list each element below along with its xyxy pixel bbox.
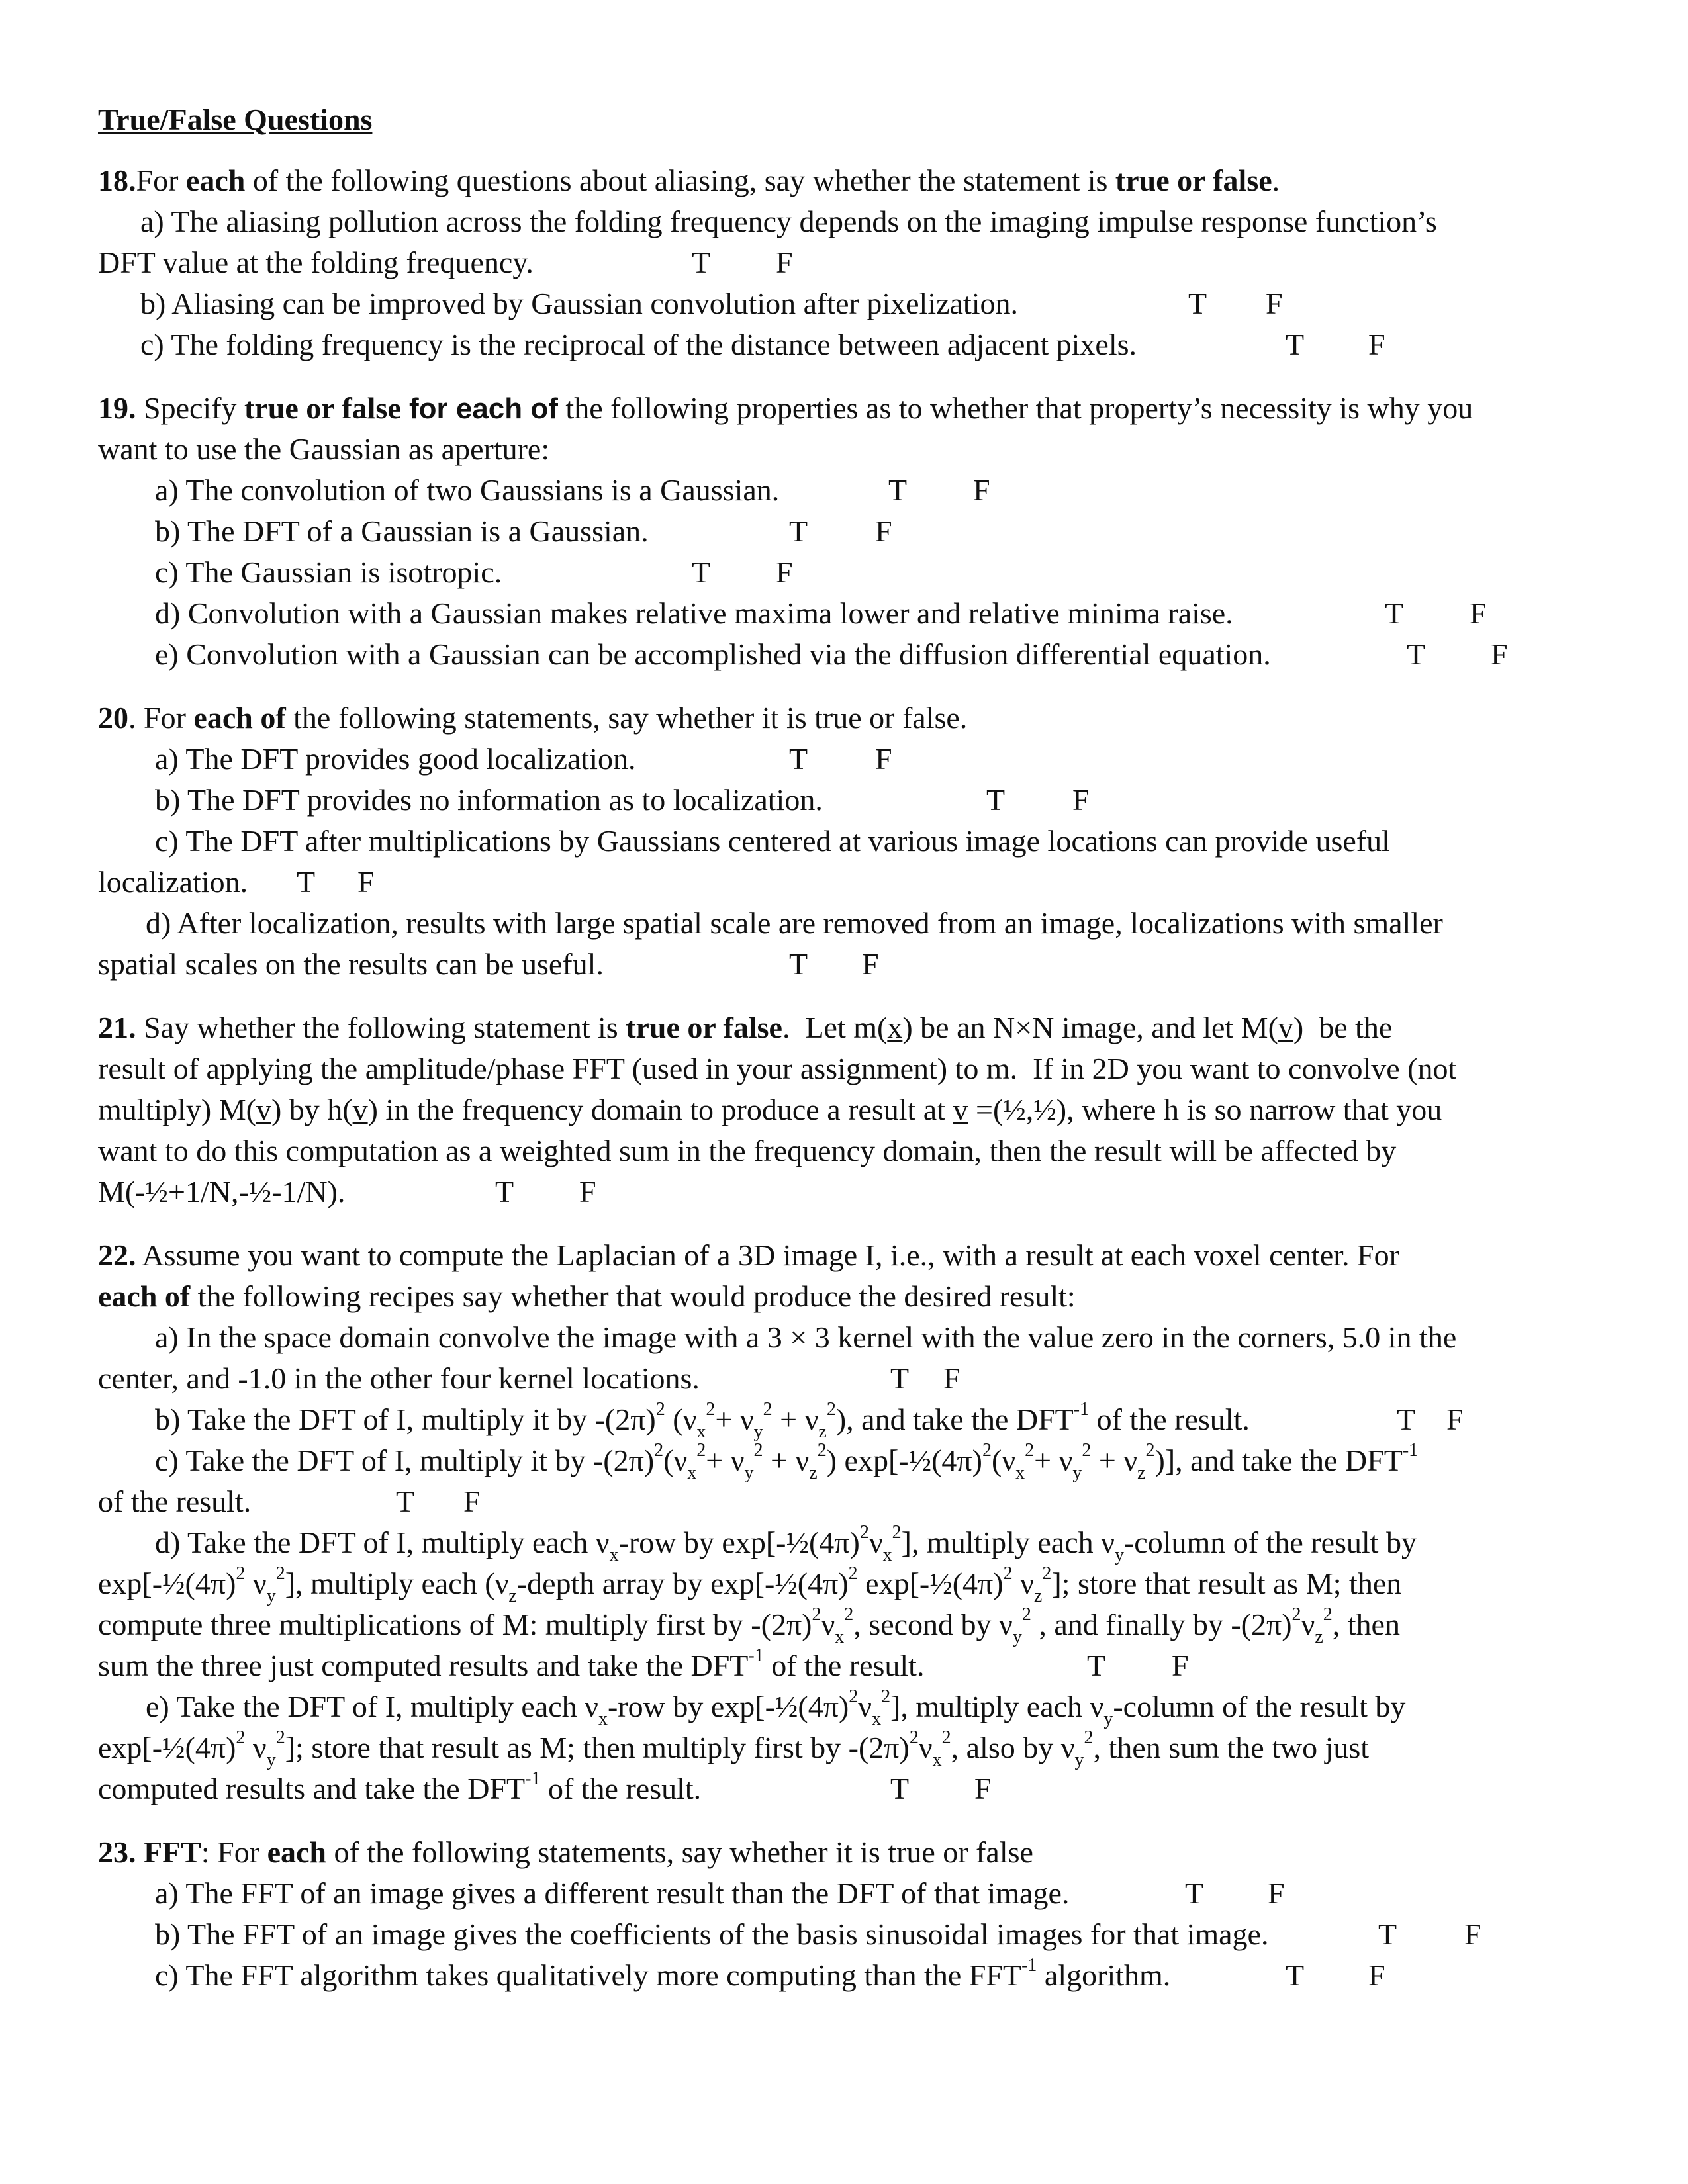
question-18a-line1: a) The aliasing pollution across the folding frequency depends on the imaging impulse response function’s bbox=[140, 205, 1437, 238]
answer-23a-false[interactable]: F bbox=[1268, 1876, 1285, 1910]
answer-22a-true[interactable]: T bbox=[890, 1361, 910, 1395]
question-22e-line2: $\exp[-\frac{1}{2}(4\pi)^2$ $\nu_y^2$]; store that result as M; then multiply first by $-(2\pi)^2\nu_x^2$, also by $\nu_y^2$, then sum the two just bbox=[98, 1727, 1370, 1771]
question-19-stem: 19. Specify true or false for each of the following properties as to whether that property’s necessity is why you bbox=[98, 391, 1474, 425]
question-22e-line3: computed results and take the $DFT^{-1}$ of the result. bbox=[98, 1768, 702, 1805]
answer-20b-true[interactable]: T bbox=[986, 783, 1006, 817]
question-21-line4: want to do this computation as a weighted sum in the frequency domain, then the result will be affected by bbox=[98, 1134, 1397, 1167]
question-18c: c) The folding frequency is the reciprocal of the distance between adjacent pixels. bbox=[140, 328, 1137, 361]
question-21-line5: M(-½+1/N,-½-1/N). bbox=[98, 1175, 346, 1208]
answer-20c-true[interactable]: T bbox=[297, 865, 316, 899]
answer-20a-true[interactable]: T bbox=[789, 742, 808, 776]
answer-22b-false[interactable]: F bbox=[1446, 1402, 1464, 1436]
question-22c-line2: of the result. bbox=[98, 1484, 252, 1518]
answer-19b-true[interactable]: T bbox=[789, 514, 808, 548]
answer-23c-false[interactable]: F bbox=[1368, 1958, 1385, 1992]
answer-19a-true[interactable]: T bbox=[888, 473, 908, 507]
answer-22d-true[interactable]: T bbox=[1087, 1649, 1106, 1682]
question-19d: d) Convolution with a Gaussian makes relative maxima lower and relative minima raise. bbox=[155, 596, 1233, 630]
question-23a: a) The FFT of an image gives a different result than the DFT of that image. bbox=[155, 1876, 1070, 1910]
question-22d-line4: sum the three just computed results and take the $DFT^{-1}$ of the result. bbox=[98, 1645, 925, 1682]
answer-22e-true[interactable]: T bbox=[890, 1772, 910, 1805]
question-23c: c) The FFT algorithm takes qualitatively more computing than the $FFT^{-1}$ algorithm. bbox=[155, 1954, 1171, 1992]
answer-23b-false[interactable]: F bbox=[1464, 1917, 1481, 1951]
answer-22c-true[interactable]: T bbox=[396, 1484, 415, 1518]
question-20d-line1: d) After localization, results with large spatial scale are removed from an image, localizations with smaller bbox=[146, 906, 1443, 940]
question-22d-line1: d) Take the DFT of I, multiply each $\nu_x$-row by $\exp[-\frac{1}{2}(4\pi)^2\nu_x^2]$, multiply each $\nu_y$-column of the result by bbox=[155, 1522, 1417, 1566]
question-20b: b) The DFT provides no information as to localization. bbox=[155, 783, 823, 817]
answer-20d-true[interactable]: T bbox=[789, 947, 808, 981]
answer-21-false[interactable]: F bbox=[579, 1175, 596, 1208]
answer-20b-false[interactable]: F bbox=[1072, 783, 1090, 817]
question-23b: b) The FFT of an image gives the coefficients of the basis sinusoidal images for that image. bbox=[155, 1917, 1269, 1951]
section-title: True/False Questions bbox=[98, 103, 373, 136]
answer-20c-false[interactable]: F bbox=[357, 865, 375, 899]
answer-19d-false[interactable]: F bbox=[1470, 596, 1487, 630]
answer-21-true[interactable]: T bbox=[495, 1175, 514, 1208]
question-22-stem-line2: each of the following recipes say whether that would produce the desired result: bbox=[98, 1279, 1076, 1313]
question-20c-line2: localization. bbox=[98, 865, 248, 899]
question-19e: e) Convolution with a Gaussian can be accomplished via the diffusion differential equation. bbox=[155, 637, 1271, 671]
answer-22b-true[interactable]: T bbox=[1397, 1402, 1416, 1436]
answer-20d-false[interactable]: F bbox=[862, 947, 879, 981]
question-22d-line3: compute three multiplications of M: multiply first by $-(2\pi)^2\nu_x^2$, second by $\nu_y^2$ , and finally by $-(2\pi)^2\nu_z^2$, then bbox=[98, 1604, 1400, 1648]
question-21-line2: result of applying the amplitude/phase FFT (used in your assignment) to m. If in 2D you want to convolve (not bbox=[98, 1052, 1457, 1085]
question-18a-line2: DFT value at the folding frequency. bbox=[98, 246, 534, 279]
question-22d-line2: $\exp[-\frac{1}{2}(4\pi)^2$ $\nu_y^2$], multiply each ($\nu_z$-depth array by $\exp[-\frac{1}{2}(4\pi)^2$ $\exp[-\frac{1}{2}(4\pi)^2$ $\nu_z^2$]; store that result as M; then bbox=[98, 1563, 1402, 1607]
answer-18a-true[interactable]: T bbox=[692, 246, 711, 279]
answer-19b-false[interactable]: F bbox=[875, 514, 892, 548]
question-19b: b) The DFT of a Gaussian is a Gaussian. bbox=[155, 514, 649, 548]
question-19c: c) The Gaussian is isotropic. bbox=[155, 555, 502, 589]
question-20a: a) The DFT provides good localization. bbox=[155, 742, 636, 776]
answer-22d-false[interactable]: F bbox=[1172, 1649, 1189, 1682]
answer-19e-true[interactable]: T bbox=[1407, 637, 1426, 671]
answer-23c-true[interactable]: T bbox=[1286, 1958, 1305, 1992]
answer-18c-false[interactable]: F bbox=[1368, 328, 1385, 361]
question-22b: b) Take the DFT of I, multiply it by $-(2\pi)^2$ $(\nu_x^2+ \nu_y^2 + \nu_z^2)$, and take the $DFT^{-1}$ of the result. bbox=[155, 1398, 1250, 1443]
answer-19d-true[interactable]: T bbox=[1385, 596, 1404, 630]
answer-22c-false[interactable]: F bbox=[463, 1484, 481, 1518]
question-19a: a) The convolution of two Gaussians is a Gaussian. bbox=[155, 473, 780, 507]
question-18-stem: 18.For each of the following questions about aliasing, say whether the statement is true or false. bbox=[98, 163, 1280, 197]
answer-23a-true[interactable]: T bbox=[1185, 1876, 1204, 1910]
question-22-stem: 22. Assume you want to compute the Laplacian of a 3D image I, i.e., with a result at each voxel center. For bbox=[98, 1238, 1399, 1272]
question-21-line1: 21. Say whether the following statement is true or false. Let m(x) be an N×N image, and let M(v) be the bbox=[98, 1011, 1393, 1044]
answer-22a-false[interactable]: F bbox=[943, 1361, 961, 1395]
answer-18b-false[interactable]: F bbox=[1266, 287, 1283, 320]
answer-20a-false[interactable]: F bbox=[875, 742, 892, 776]
question-22e-line1: e) Take the DFT of I, multiply each $\nu_x$-row by $\exp[-\frac{1}{2}(4\pi)^2\nu_x^2]$, multiply each $\nu_y$-column of the result by bbox=[146, 1686, 1406, 1730]
question-20-stem: 20. For each of the following statements, say whether it is true or false. bbox=[98, 701, 968, 735]
question-20d-line2: spatial scales on the results can be useful. bbox=[98, 947, 604, 981]
question-20c-line1: c) The DFT after multiplications by Gaussians centered at various image locations can provide useful bbox=[155, 824, 1390, 858]
question-21-line3: multiply) M(v) by h(v) in the frequency domain to produce a result at v =(½,½), where h is so narrow that you bbox=[98, 1093, 1442, 1126]
answer-19c-true[interactable]: T bbox=[692, 555, 711, 589]
answer-19a-false[interactable]: F bbox=[973, 473, 990, 507]
question-22a-line1: a) In the space domain convolve the image with a 3 × 3 kernel with the value zero in the corners, 5.0 in the bbox=[155, 1320, 1457, 1354]
question-18b: b) Aliasing can be improved by Gaussian convolution after pixelization. bbox=[140, 287, 1019, 320]
answer-19c-false[interactable]: F bbox=[776, 555, 793, 589]
question-22c-line1: c) Take the DFT of I, multiply it by $-(2\pi)^2(\nu_x^2+ \nu_y^2 + \nu_z^2)$ $\exp[-\frac{1}{2}(4\pi)^2(\nu_x^2+ \nu_y^2 + \nu_z^2)]$, and take the $DFT^{-1}$ bbox=[155, 1439, 1419, 1484]
answer-19e-false[interactable]: F bbox=[1491, 637, 1508, 671]
question-22a-line2: center, and -1.0 in the other four kernel locations. bbox=[98, 1361, 700, 1395]
question-23-stem: 23. FFT: For each of the following statements, say whether it is true or false bbox=[98, 1835, 1033, 1869]
question-19-stem-line2: want to use the Gaussian as aperture: bbox=[98, 432, 550, 466]
answer-18a-false[interactable]: F bbox=[776, 246, 793, 279]
answer-18b-true[interactable]: T bbox=[1188, 287, 1207, 320]
answer-23b-true[interactable]: T bbox=[1378, 1917, 1397, 1951]
answer-18c-true[interactable]: T bbox=[1286, 328, 1305, 361]
answer-22e-false[interactable]: F bbox=[974, 1772, 992, 1805]
